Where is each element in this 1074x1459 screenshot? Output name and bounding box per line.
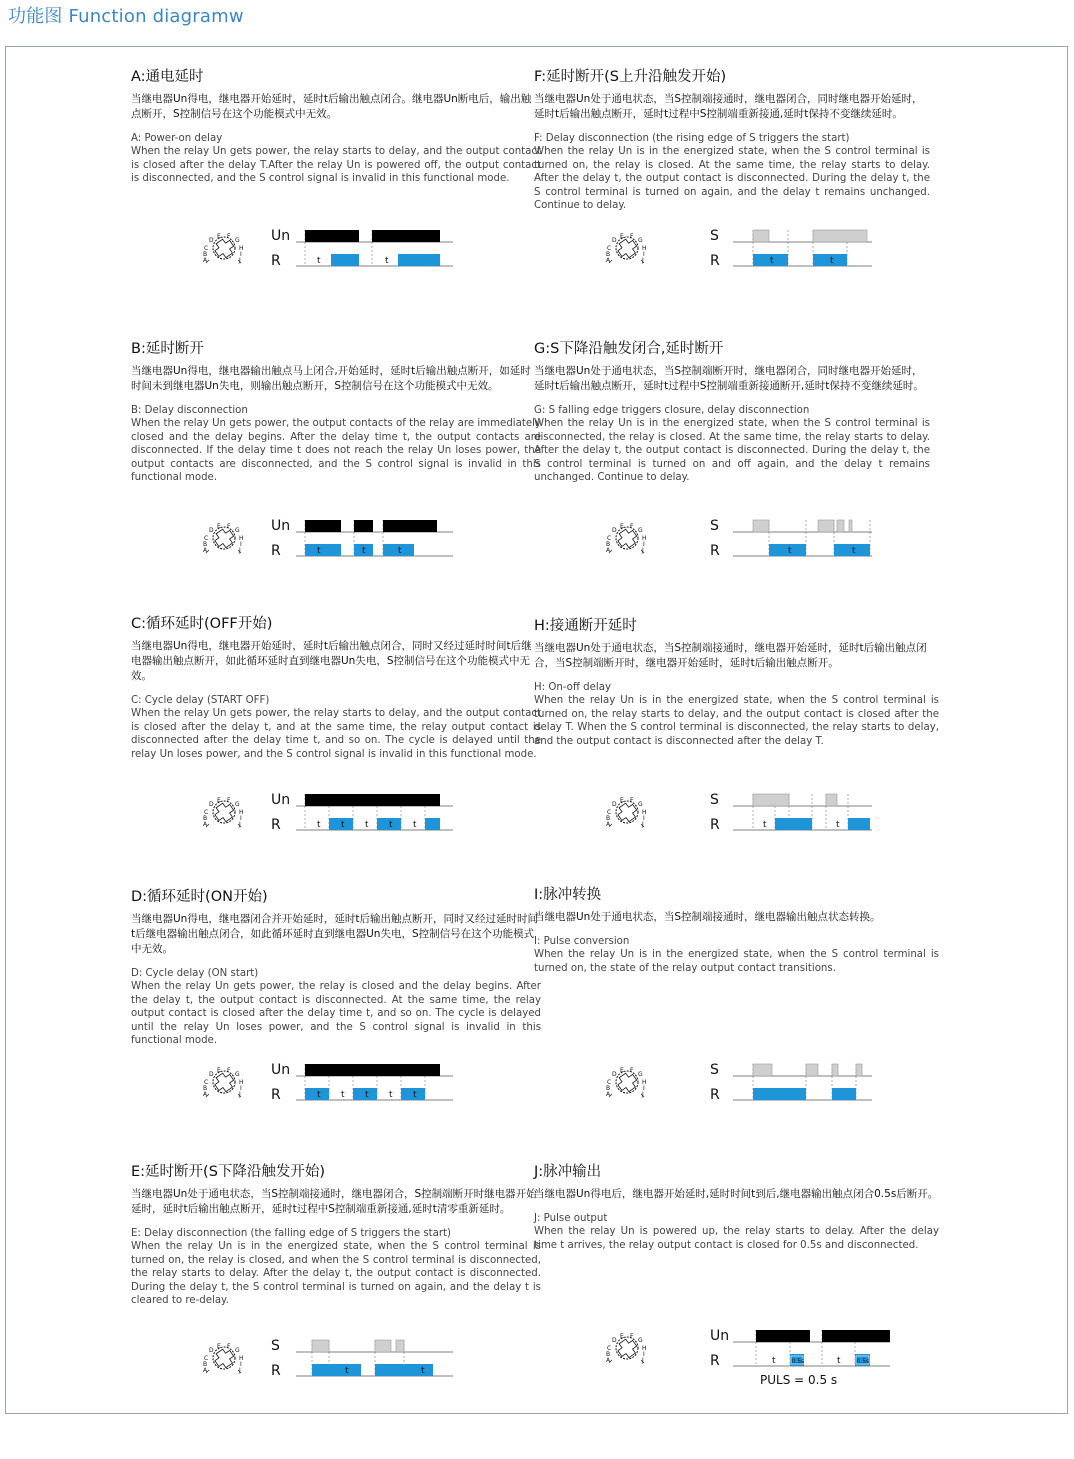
mode-f <box>534 68 930 213</box>
mode-description-cn: 当继电器Un处于通电状态，当S控制端接通时，继电器开始延时，延时t后输出触点闭合，当S控制端断开时，继电器开始延时，延时t后输出触点断开。 <box>534 642 927 669</box>
dial-letter: C <box>607 1345 612 1352</box>
dial-letter: H <box>239 535 244 542</box>
mode-title-en: C: Cycle delay (START OFF) <box>131 695 270 706</box>
dial-letter: F <box>227 523 231 530</box>
mode-title-en: A: Power-on delay <box>131 133 223 144</box>
dial-letter: B <box>606 1085 611 1092</box>
dial-letter: A <box>203 1091 208 1098</box>
signal-bar-un <box>383 520 437 532</box>
dial-letter: J <box>239 1367 241 1374</box>
mode-description-en: When the relay Un gets power, the relay starts to delay, and the output contact is closed after the delay t, and at the same time, the relay output contact is disconnected after the delay time t, and so on. The cycle is delayed until the relay Un loses power, and the S control signal is invalid in this functional mode. <box>131 708 541 760</box>
mode-description-en: When the relay Un is in the energized state, when the S control terminal is disconnected, the relay is closed. At the same time, the relay starts to delay. After the delay t, the output contact is disconnected. During the delay t, the S control terminal is turned on and off again, and the delay t remains unchanged. Continue to delay. <box>534 418 930 484</box>
output-bar-r <box>425 818 440 830</box>
dial-letter: A <box>606 1357 611 1364</box>
mode-title-en: B: Delay disconnection <box>131 405 248 416</box>
dial-letter: H <box>642 1079 647 1086</box>
dial-letter: E <box>620 233 624 240</box>
mode-description-cn: 当继电器Un得电，继电器开始延时，延时t后输出触点闭合。继电器Un断电后，输出触点断开，S控制信号在这个功能模式中无效。 <box>131 93 532 120</box>
dial-letter: I <box>643 541 645 548</box>
mode-description-cn: 当继电器Un得电后，继电器开始延时,延时时间t到后,继电器输出触点闭合0.5s后断开。 <box>534 1188 939 1200</box>
dial-letter: H <box>239 809 244 816</box>
signal-bar-un <box>372 230 440 242</box>
dial-letter: E <box>217 523 221 530</box>
dial-letter: J <box>642 1357 644 1364</box>
dial-letter: E <box>620 797 624 804</box>
delay-t-label: t <box>341 820 345 830</box>
mode-dial-icon <box>203 1343 244 1374</box>
dial-letter: J <box>642 547 644 554</box>
mode-title-en: D: Cycle delay (ON start) <box>131 968 259 979</box>
signal-label-bottom: R <box>710 543 720 559</box>
signal-bar-s <box>375 1340 391 1352</box>
dial-letter: A <box>606 1091 611 1098</box>
dial-letter: G <box>638 801 643 808</box>
mode-c <box>131 615 541 761</box>
dial-letter: C <box>204 1079 209 1086</box>
signal-label-bottom: R <box>710 1087 720 1103</box>
signal-label-bottom: R <box>271 1363 281 1379</box>
signal-bar-s <box>818 520 834 532</box>
mode-a <box>131 68 541 186</box>
dial-letter: B <box>203 1085 208 1092</box>
dial-letter: G <box>235 527 240 534</box>
mode-description-cn: 当继电器Un处于通电状态，当S控制端接通时，继电器闭合，S控制端断开时继电器开始延时，延时t后输出触点断开，延时t过程中S控制端重新接通,延时t清零重新延时。 <box>131 1188 537 1215</box>
signal-bar-un <box>354 520 373 532</box>
signal-bar-s <box>826 794 837 806</box>
dial-letter: F <box>630 523 634 530</box>
dial-letter: E <box>620 523 624 530</box>
mode-title: E:延时断开(S下降沿触发开始) <box>131 1164 326 1180</box>
mode-description-cn: 当继电器Un处于通电状态，当S控制端接通时，继电器输出触点状态转换。 <box>534 911 881 923</box>
delay-t-label: t <box>317 820 321 830</box>
dial-letter: F <box>630 797 634 804</box>
dial-letter: F <box>630 1333 634 1340</box>
mode-e <box>131 1163 541 1308</box>
dial-letter: I <box>643 1351 645 1358</box>
signal-label-top: S <box>710 228 719 244</box>
dial-letter: I <box>240 1361 242 1368</box>
signal-label-top: S <box>710 518 719 534</box>
mode-description-en: When the relay Un gets power, the relay starts to delay, and the output contact is closed after the delay T.After the relay Un is powered off, the output contact is disconnected, and the S control signal is invalid in this functional mode. <box>131 146 541 185</box>
signal-bar-un <box>822 1330 890 1342</box>
timing-diagram <box>131 222 491 272</box>
mode-description-en: When the relay Un gets power, the relay is closed and the delay begins. After the delay t, the output contact is disconnected. At the same time, the relay output contact is closed after the delay time t, and so on. The cycle is delayed until the relay Un loses power, and the S control signal is invalid in this functional mode. <box>131 981 541 1047</box>
delay-t-label: t <box>341 1090 345 1100</box>
mode-title-en: E: Delay disconnection (the falling edge of S triggers the start) <box>131 1228 452 1239</box>
timing-diagram <box>131 1056 491 1106</box>
delay-t-label: t <box>345 1366 349 1376</box>
mode-description-en: When the relay Un is powered up, the relay starts to delay. After the delay time t arrives, the relay output contact is closed for 0.5s and disconnected. <box>534 1226 939 1251</box>
dial-letter: B <box>606 541 611 548</box>
signal-bar-s <box>753 794 789 806</box>
mode-title: J:脉冲输出 <box>534 1164 602 1180</box>
signal-bar-un <box>305 230 359 242</box>
dial-letter: C <box>607 1079 612 1086</box>
dial-letter: B <box>606 1351 611 1358</box>
signal-bar-s <box>832 1064 838 1076</box>
signal-bar-s <box>849 520 852 532</box>
dial-letter: H <box>642 245 647 252</box>
dial-letter: J <box>642 1091 644 1098</box>
delay-t-label: t <box>389 820 393 830</box>
signal-label-bottom: R <box>271 817 281 833</box>
dial-letter: C <box>607 809 612 816</box>
mode-title: D:循环延时(ON开始) <box>131 889 268 905</box>
delay-t-label: t <box>362 546 366 556</box>
delay-t-label: t <box>763 820 767 830</box>
dial-letter: A <box>203 547 208 554</box>
dial-letter: A <box>606 821 611 828</box>
mode-title-en: J: Pulse output <box>534 1213 608 1224</box>
mode-title: A:通电延时 <box>131 69 204 85</box>
timing-diagram <box>534 1056 894 1106</box>
dial-letter: H <box>642 535 647 542</box>
mode-title-en: G: S falling edge triggers closure, delay disconnection <box>534 405 810 416</box>
mode-dial-icon <box>203 523 244 554</box>
dial-letter: E <box>620 1333 624 1340</box>
dial-letter: E <box>217 1343 221 1350</box>
timing-diagram <box>131 1332 491 1382</box>
signal-label-top: S <box>271 1338 280 1354</box>
delay-t-label: t <box>788 546 792 556</box>
dial-letter: F <box>227 233 231 240</box>
signal-bar-un <box>756 1330 810 1342</box>
mode-g <box>534 340 930 485</box>
dial-letter: G <box>638 237 643 244</box>
dial-letter: G <box>235 1347 240 1354</box>
dial-letter: D <box>612 237 617 244</box>
signal-label-top: S <box>710 1062 719 1078</box>
signal-bar-s <box>837 520 844 532</box>
mode-description-en: When the relay Un is in the energized state, when the S control terminal is turned on, the state of the relay output contact transitions. <box>534 949 939 974</box>
dial-letter: H <box>642 1345 647 1352</box>
delay-t-label: t <box>317 256 321 266</box>
mode-dial-icon <box>606 1333 647 1364</box>
delay-t-label: t <box>413 1090 417 1100</box>
mode-description-en: When the relay Un is in the energized state, when the S control terminal is turned on, the relay starts to delay, and the output contact is closed after the delay T. When the S control terminal is disconnected, the relay starts to delay, and the output contact is disconnected after the delay T. <box>534 695 939 747</box>
dial-letter: J <box>239 257 241 264</box>
output-bar-r <box>848 818 870 830</box>
output-bar-r <box>753 1088 806 1100</box>
delay-t-label: t <box>836 820 840 830</box>
signal-label-bottom: R <box>710 1353 720 1369</box>
mode-description-en: When the relay Un is in the energized state, when the S control terminal is turned on, the relay is closed. At the same time, the relay starts to delay. After the delay t, the output contact is disconnected. During the delay t, the S control terminal is turned on again, and the delay t remains unchanged. Continue to delay. <box>534 146 930 212</box>
dial-letter: D <box>612 1337 617 1344</box>
dial-letter: A <box>203 821 208 828</box>
dial-letter: H <box>239 1355 244 1362</box>
mode-dial-icon <box>203 797 244 828</box>
signal-label-top: Un <box>271 1062 291 1078</box>
dial-letter: D <box>612 527 617 534</box>
delay-t-label: t <box>413 820 417 830</box>
signal-bar-s <box>856 1064 862 1076</box>
delay-t-label: t <box>830 256 834 266</box>
mode-description-cn: 当继电器Un处于通电状态，当S控制端断开时，继电器闭合，同时继电器开始延时，延时t后输出触点断开，延时t过程中S控制端重新接通断开,延时t保持不变继续延时。 <box>534 365 924 392</box>
output-bar-r <box>331 254 359 266</box>
dial-letter: G <box>235 1071 240 1078</box>
dial-letter: D <box>612 1071 617 1078</box>
signal-bar-s <box>806 1064 818 1076</box>
dial-letter: D <box>612 801 617 808</box>
dial-letter: I <box>643 1085 645 1092</box>
dial-letter: F <box>227 1343 231 1350</box>
delay-t-label: t <box>365 1090 369 1100</box>
dial-letter: D <box>209 1347 214 1354</box>
dial-letter: B <box>203 1361 208 1368</box>
signal-label-bottom: R <box>271 253 281 269</box>
delay-t-label: t <box>837 1356 841 1366</box>
dial-letter: C <box>607 245 612 252</box>
dial-letter: J <box>642 257 644 264</box>
puls-note: PULS = 0.5 s <box>760 1373 838 1387</box>
dial-letter: C <box>204 245 209 252</box>
dial-letter: F <box>630 233 634 240</box>
mode-dial-icon <box>606 1067 647 1098</box>
dial-letter: D <box>209 1071 214 1078</box>
output-bar-r <box>312 1364 361 1376</box>
timing-diagram <box>534 1322 894 1388</box>
mode-b <box>131 340 541 485</box>
dial-letter: D <box>209 801 214 808</box>
pulse-label: 0.5s <box>791 1358 805 1365</box>
mode-title-en: F: Delay disconnection (the rising edge of S triggers the start) <box>534 133 850 144</box>
timing-diagram <box>131 512 491 562</box>
dial-letter: I <box>643 815 645 822</box>
signal-label-bottom: R <box>271 543 281 559</box>
mode-dial-icon <box>203 233 244 264</box>
dial-letter: I <box>240 815 242 822</box>
mode-i <box>534 886 939 975</box>
dial-letter: B <box>203 541 208 548</box>
dial-letter: G <box>235 801 240 808</box>
dial-letter: G <box>638 1337 643 1344</box>
delay-t-label: t <box>398 546 402 556</box>
delay-t-label: t <box>421 1366 425 1376</box>
mode-dial-icon <box>606 233 647 264</box>
delay-t-label: t <box>852 546 856 556</box>
mode-description-cn: 当继电器Un处于通电状态，当S控制端接通时，继电器闭合，同时继电器开始延时，延时t后输出触点断开，延时t过程中S控制端重新接通,延时t保持不变继续延时。 <box>534 93 923 120</box>
signal-bar-s <box>753 520 769 532</box>
dial-letter: A <box>606 257 611 264</box>
mode-title-en: I: Pulse conversion <box>534 936 630 947</box>
dial-letter: E <box>217 1067 221 1074</box>
timing-diagram <box>534 512 894 562</box>
signal-label-bottom: R <box>710 817 720 833</box>
dial-letter: A <box>203 257 208 264</box>
dial-letter: E <box>620 1067 624 1074</box>
delay-t-label: t <box>365 820 369 830</box>
dial-letter: J <box>642 821 644 828</box>
dial-letter: C <box>204 1355 209 1362</box>
mode-d <box>131 888 541 1048</box>
dial-letter: C <box>607 535 612 542</box>
mode-title: I:脉冲转换 <box>534 887 602 903</box>
output-bar-r <box>775 818 812 830</box>
mode-dial-icon <box>606 797 647 828</box>
mode-j <box>534 1163 939 1252</box>
dial-letter: D <box>209 237 214 244</box>
dial-letter: J <box>239 821 241 828</box>
signal-label-top: S <box>710 792 719 808</box>
mode-description-en: When the relay Un gets power, the output contacts of the relay are immediately closed and the delay begins. After the delay time t, the output contacts are disconnected. If the delay time t does not reach the relay Un loses power, the output contacts are disconnected, and the S control signal is invalid in this functional mode. <box>131 418 541 484</box>
mode-title: C:循环延时(OFF开始) <box>131 616 273 632</box>
output-bar-r <box>398 254 440 266</box>
mode-description-cn: 当继电器Un得电，继电器开始延时，延时t后输出触点闭合，同时又经过延时时间t后继电器输出触点断开，如此循环延时直到继电器Un失电，S控制信号在这个功能模式中无效。 <box>131 640 532 682</box>
signal-label-bottom: R <box>710 253 720 269</box>
dial-letter: I <box>240 1085 242 1092</box>
signal-bar-s <box>813 230 867 242</box>
dial-letter: C <box>204 535 209 542</box>
mode-title: F:延时断开(S上升沿触发开始) <box>534 69 727 85</box>
mode-dial-icon <box>606 523 647 554</box>
delay-t-label: t <box>317 546 321 556</box>
dial-letter: A <box>203 1367 208 1374</box>
output-bar-r <box>832 1088 856 1100</box>
mode-title-en: H: On-off delay <box>534 682 611 693</box>
signal-label-top: Un <box>271 518 291 534</box>
delay-t-label: t <box>772 1356 776 1366</box>
dial-letter: E <box>217 797 221 804</box>
dial-letter: B <box>203 251 208 258</box>
output-bar-r <box>305 544 341 556</box>
dial-letter: A <box>606 547 611 554</box>
timing-diagram <box>534 222 894 272</box>
signal-bar-s <box>312 1340 329 1352</box>
dial-letter: I <box>240 251 242 258</box>
signal-bar-s <box>753 1064 772 1076</box>
mode-title: H:接通断开延时 <box>534 618 637 634</box>
dial-letter: D <box>209 527 214 534</box>
dial-letter: G <box>638 527 643 534</box>
dial-letter: F <box>227 797 231 804</box>
signal-bar-un <box>305 1064 440 1076</box>
dial-letter: B <box>203 815 208 822</box>
dial-letter: H <box>239 245 244 252</box>
dial-letter: I <box>643 251 645 258</box>
mode-dial-icon <box>203 1067 244 1098</box>
pulse-label: 0.5s <box>856 1358 870 1365</box>
dial-letter: B <box>606 815 611 822</box>
timing-diagram <box>131 786 491 836</box>
dial-letter: G <box>638 1071 643 1078</box>
mode-title: G:S下降沿触发闭合,延时断开 <box>534 341 724 357</box>
timing-diagram <box>534 786 894 836</box>
mode-description-cn: 当继电器Un得电，继电器输出触点马上闭合,开始延时，延时t后输出触点断开，如延时时间未到继电器Un失电，则输出触点断开，S控制信号在这个功能模式中无效。 <box>131 365 531 392</box>
delay-t-label: t <box>389 1090 393 1100</box>
signal-label-bottom: R <box>271 1087 281 1103</box>
dial-letter: F <box>227 1067 231 1074</box>
dial-letter: H <box>642 809 647 816</box>
signal-label-top: Un <box>710 1328 730 1344</box>
signal-bar-un <box>305 794 440 806</box>
dial-letter: E <box>217 233 221 240</box>
page-title: 功能图 Function diagramw <box>8 6 244 27</box>
dial-letter: J <box>239 1091 241 1098</box>
dial-letter: J <box>239 547 241 554</box>
signal-label-top: Un <box>271 792 291 808</box>
delay-t-label: t <box>317 1090 321 1100</box>
dial-letter: G <box>235 237 240 244</box>
mode-description-cn: 当继电器Un得电，继电器闭合并开始延时，延时t后输出触点断开，同时又经过延时时间t后继电器输出触点闭合，如此循环延时直到继电器Un失电，S控制信号在这个功能模式中无效。 <box>131 913 538 955</box>
mode-title: B:延时断开 <box>131 341 204 357</box>
signal-bar-s <box>753 230 769 242</box>
dial-letter: I <box>240 541 242 548</box>
dial-letter: F <box>630 1067 634 1074</box>
mode-h <box>534 617 939 748</box>
delay-t-label: t <box>770 256 774 266</box>
mode-description-en: When the relay Un is in the energized state, when the S control terminal is turned on, the relay is closed, and when the S control terminal is disconnected, the relay starts to delay. After the delay t, the output contact is disconnected. During the delay t, the S control terminal is turned on again, and the delay t is cleared to re-delay. <box>131 1241 541 1307</box>
signal-bar-un <box>305 520 341 532</box>
signal-label-top: Un <box>271 228 291 244</box>
dial-letter: H <box>239 1079 244 1086</box>
dial-letter: B <box>606 251 611 258</box>
dial-letter: C <box>204 809 209 816</box>
signal-bar-s <box>396 1340 404 1352</box>
delay-t-label: t <box>385 256 389 266</box>
